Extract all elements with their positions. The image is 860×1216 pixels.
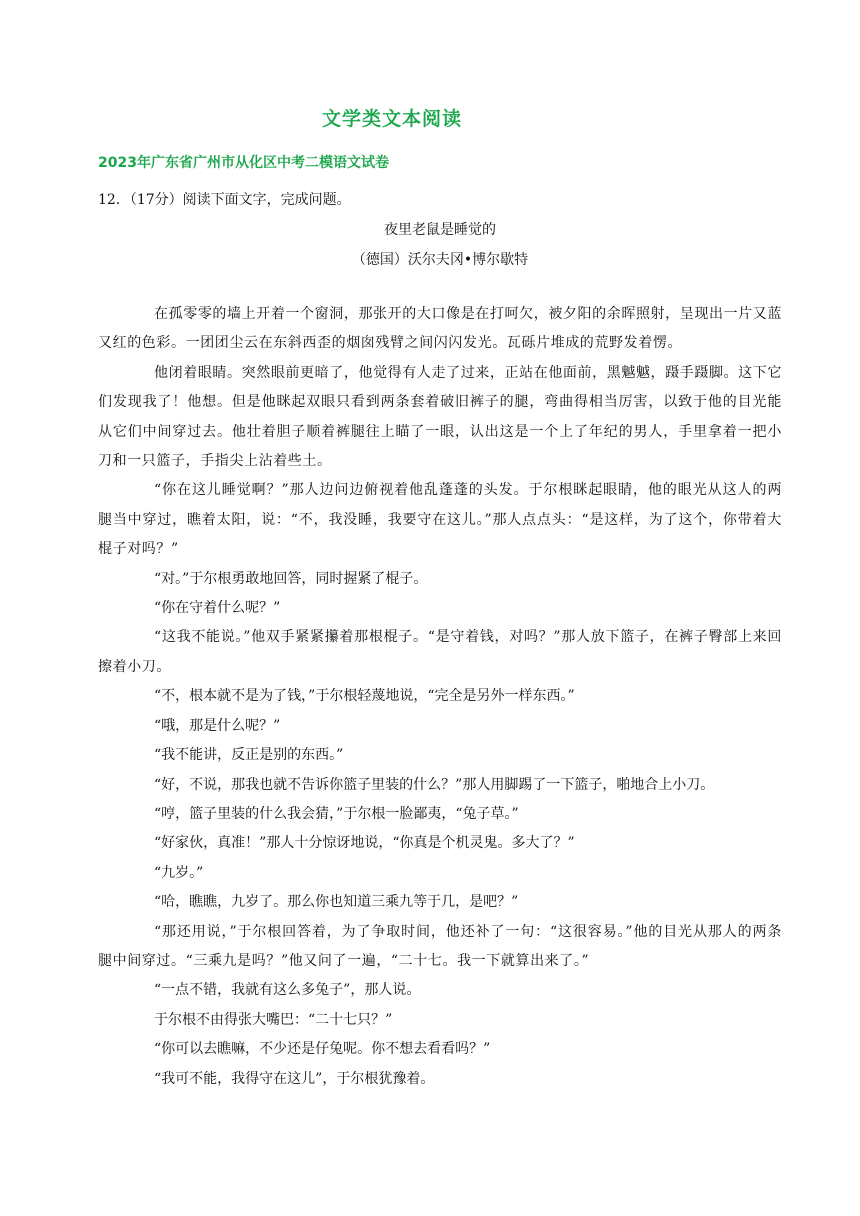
article-author: （德国）沃尔夫冈•博尔歇特 [351,252,529,268]
paragraph: “对。”于尔根勇敢地回答，同时握紧了棍子。 [154,570,428,587]
paragraph: “那还用说，”于尔根回答着，为了争取时间，他还补了一句：“这很容易。”他的目光从那人的两条腿中间穿过。“三乘九是吗？”他又问了一遍，“二十七。我一下就算出来了。” [98,923,782,969]
paragraph: “哈，瞧瞧，九岁了。那么你也知道三乘九等于几，是吧？” [154,894,519,911]
paragraph: “你可以去瞧嘛，不少还是仔兔呢。你不想去看看吗？” [154,1041,491,1058]
question-prompt: 12．（17分）阅读下面文字，完成问题。 [98,192,351,208]
paragraph: “一点不错，我就有这么多兔子”，那人说。 [154,982,421,999]
paragraph: 他闭着眼睛。突然眼前更暗了，他觉得有人走了过来，正站在他面前，黑魆魆，蹑手蹑脚。这下它们发现我了！他想。但是他眯起双眼只看到两条套着破旧裤子的腿，弯曲得相当厉害，以致于他的目光能从它们中间穿过去。他壮着胆子顺着裤腿往上瞄了一眼，认出这是一个上了年纪的男人，手里拿着一把小刀和一只篮子，手指尖上沾着些土。 [98,364,782,470]
article-title: 夜里老鼠是睡觉的 [384,222,496,238]
paragraph: “不，根本就不是为了钱，”于尔根轻蔑地说，“完全是另外一样东西。” [154,688,575,705]
paragraph: “这我不能说。”他双手紧紧攥着那根棍子。“是守着钱，对吗？”那人放下篮子，在裤子臀部上来回擦着小刀。 [98,629,782,675]
paragraph: “好家伙，真准！”那人十分惊讶地说，“你真是个机灵鬼。多大了？” [154,835,575,852]
paragraph: “九岁。” [154,864,204,881]
paragraph: “我不能讲，反正是别的东西。” [154,747,344,764]
section-title: 文学类文本阅读 [321,108,462,130]
paragraph: “哼，篮子里装的什么我会猜，”于尔根一脸鄙夷，“兔子草。” [154,805,519,822]
paragraph: “你在守着什么呢？” [154,600,281,617]
paragraph: “好，不说，那我也就不告诉你篮子里装的什么？”那人用脚踢了一下篮子，啪地合上小刀。 [154,776,715,793]
paragraph: “我可不能，我得守在这儿”，于尔根犹豫着。 [154,1070,435,1087]
paragraph: “你在这儿睡觉啊？”那人边问边俯视着他乱蓬蓬的头发。于尔根眯起眼睛，他的眼光从这人的两腿当中穿过，瞧着太阳，说：“不，我没睡，我要守在这儿。”那人点点头：“是这样，为了这个，你带着大棍子对吗？” [98,482,782,558]
exam-source: 2023年广东省广州市从化区中考二模语文试卷 [98,155,389,171]
paragraph: 在孤零零的墙上开着一个窗洞，那张开的大口像是在打呵欠，被夕阳的余晖照射，呈现出一片又蓝又红的色彩。一团团尘云在东斜西歪的烟囱残臂之间闪闪发光。瓦砾片堆成的荒野发着愣。 [98,306,782,352]
paragraph: “哦，那是什么呢？” [154,717,281,734]
paragraph: 于尔根不由得张大嘴巴：“二十七只？” [154,1011,393,1028]
article-body [98,300,782,1094]
